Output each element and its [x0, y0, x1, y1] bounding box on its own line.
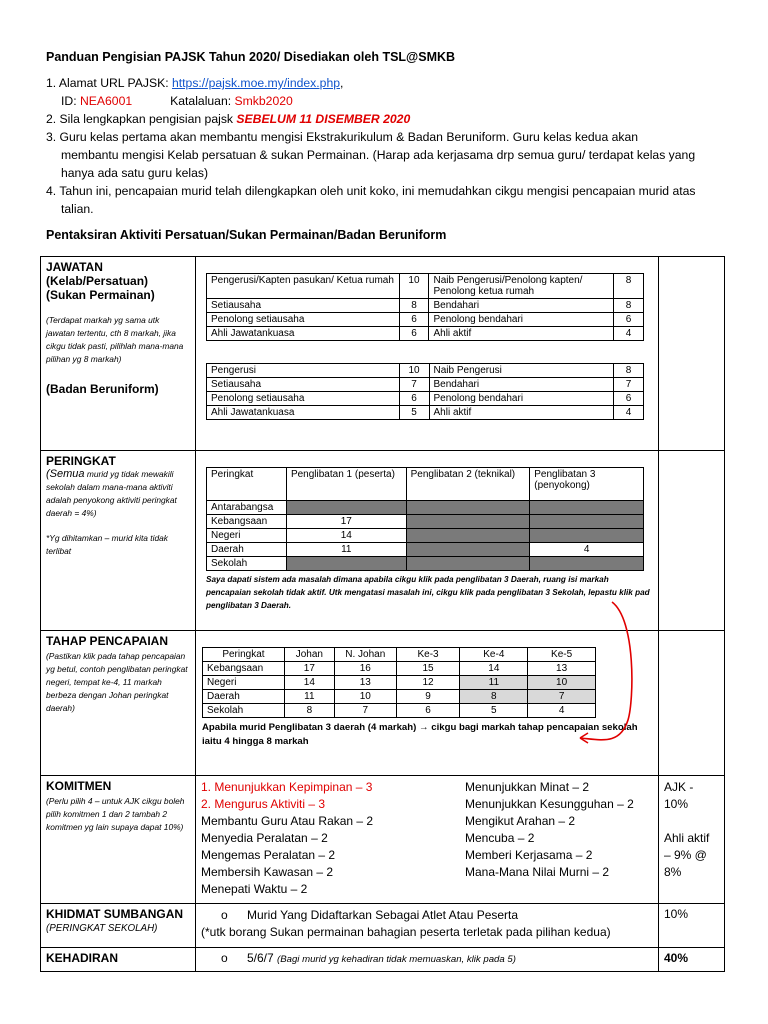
kehadiran-heading: KEHADIRAN — [46, 951, 118, 965]
table-cell: 8 — [460, 690, 528, 704]
table-row — [207, 274, 644, 299]
komitmen-note: (Perlu pilih 4 – untuk AJK cikgu boleh pilih komitmen 1 dan 2 tambah 2 komitmen yg lain supaya dapat 10%) — [46, 796, 185, 832]
komitmen-lists — [201, 779, 653, 898]
kehadiran-note: (Bagi murid yg kehadiran tidak memuaskan, klik pada 5) — [277, 954, 516, 965]
jawatan-content-cell — [196, 257, 659, 451]
table-cell: 10 — [334, 690, 396, 704]
table-cell: 13 — [528, 662, 596, 676]
document-title: Panduan Pengisian PAJSK Tahun 2020/ Disediakan oleh TSL@SMKB — [46, 50, 456, 64]
table-header-row — [207, 468, 644, 501]
table-header-cell: Ke-4 — [460, 648, 528, 662]
table-cell — [406, 515, 530, 529]
jawatan-pct-cell — [659, 257, 725, 451]
assessment-table — [40, 256, 725, 972]
table-row — [207, 543, 644, 557]
table-header-row — [203, 648, 596, 662]
table-cell: Antarabangsa — [207, 501, 287, 515]
intro-line-3a: 3. Guru kelas pertama akan membantu mengisi Ekstrakurikulum & Badan Beruniform. Guru kelas kedua akan — [46, 130, 639, 144]
table-cell: 14 — [286, 529, 406, 543]
section-title: Pentaksiran Aktiviti Persatuan/Sukan Permainan/Badan Beruniform — [46, 228, 447, 242]
jawatan-heading: JAWATAN — [46, 260, 103, 274]
table-row — [207, 557, 644, 571]
table-cell: 9 — [396, 690, 460, 704]
table-row — [207, 515, 644, 529]
url-label: 1. Alamat URL PAJSK: — [46, 76, 172, 90]
table-cell: Pengerusi — [207, 364, 400, 378]
intro-login-line — [46, 92, 758, 110]
table-cell: Setiausaha — [207, 378, 400, 392]
table-row — [203, 690, 596, 704]
kehadiran-value: 5/6/7 — [247, 951, 278, 965]
table-row — [207, 392, 644, 406]
table-cell — [406, 529, 530, 543]
table-row — [207, 299, 644, 313]
table-cell: 10 — [399, 274, 429, 299]
table-cell: Naib Pengerusi — [429, 364, 614, 378]
table-cell: Daerah — [207, 543, 287, 557]
table-row — [207, 406, 644, 420]
password-label: Katalaluan: — [170, 94, 235, 108]
row-khidmat — [41, 904, 725, 948]
table-cell: 16 — [334, 662, 396, 676]
intro-line-2 — [46, 110, 758, 128]
deadline-label: 2. Sila lengkapkan pengisian pajsk — [46, 112, 237, 126]
komitmen-label-cell — [41, 776, 196, 904]
tahap-remark-b: cikgu bagi markah tahap pencapaian sekolah iaitu 4 hingga 8 markah — [202, 722, 638, 747]
beruniform-jawatan-table — [206, 363, 644, 420]
table-header-cell: Johan — [284, 648, 334, 662]
table-row — [203, 676, 596, 690]
khidmat-line-1: Murid Yang Didaftarkan Sebagai Atlet Atau Peserta — [247, 908, 519, 922]
komitmen-item: Memberi Kerjasama – 2 — [465, 848, 593, 862]
bullet-icon: o — [221, 908, 228, 922]
table-cell: 10 — [399, 364, 429, 378]
peringkat-note-lead: (Semua — [46, 468, 85, 480]
jawatan-kelab-heading: (Kelab/Persatuan) — [46, 274, 149, 288]
komitmen-item: Membersih Kawasan – 2 — [201, 865, 334, 879]
deadline-value: SEBELUM 11 DISEMBER 2020 — [236, 112, 411, 126]
table-cell: 6 — [399, 313, 429, 327]
table-cell: 6 — [399, 392, 429, 406]
komitmen-item: Membantu Guru Atau Rakan – 2 — [201, 814, 374, 828]
table-header-cell: Ke-5 — [528, 648, 596, 662]
table-row — [207, 529, 644, 543]
table-cell: 4 — [614, 327, 644, 341]
peringkat-content-cell — [196, 451, 659, 631]
row-kehadiran — [41, 948, 725, 972]
table-cell: 11 — [460, 676, 528, 690]
table-header-cell: Ke-3 — [396, 648, 460, 662]
arrow-right-icon: → — [418, 722, 429, 733]
id-label: ID: — [61, 94, 80, 108]
table-header-cell: N. Johan — [334, 648, 396, 662]
table-cell: Pengerusi/Kapten pasukan/ Ketua rumah — [207, 274, 400, 299]
table-cell: 4 — [614, 406, 644, 420]
table-cell: 5 — [460, 704, 528, 718]
table-header-cell: Penglibatan 1 (peserta) — [286, 468, 406, 501]
table-cell: Ahli Jawatankuasa — [207, 406, 400, 420]
komitmen-list-left — [201, 779, 465, 898]
komitmen-item: 1. Menunjukkan Kepimpinan – 3 — [201, 780, 373, 794]
table-cell — [406, 557, 530, 571]
table-cell: 6 — [399, 327, 429, 341]
table-cell: 4 — [528, 704, 596, 718]
table-cell: Sekolah — [207, 557, 287, 571]
table-cell — [286, 557, 406, 571]
table-cell: 7 — [614, 378, 644, 392]
intro-line-3b: membantu mengisi Kelab persatuan & sukan Permainan. (Harap ada kerjasama drp semua guru/ terdapat kelas yang — [61, 148, 696, 162]
row-peringkat — [41, 451, 725, 631]
table-cell — [530, 501, 644, 515]
table-cell: 8 — [614, 364, 644, 378]
table-row — [207, 501, 644, 515]
table-cell: Ahli aktif — [429, 327, 614, 341]
komitmen-list-right — [465, 779, 634, 898]
table-cell: Ahli aktif — [429, 406, 614, 420]
table-cell: 7 — [399, 378, 429, 392]
intro-line-4a: 4. Tahun ini, pencapaian murid telah dilengkapkan oleh unit koko, ini memudahkan cikgu mengisi pencapaian murid atas — [46, 184, 696, 198]
table-cell: 11 — [286, 543, 406, 557]
table-cell: 6 — [614, 313, 644, 327]
table-cell: Sekolah — [203, 704, 285, 718]
komitmen-item: Menunjukkan Minat – 2 — [465, 780, 590, 794]
komitmen-heading: KOMITMEN — [46, 779, 112, 793]
url-suffix: , — [340, 76, 344, 90]
table-cell: 14 — [284, 676, 334, 690]
pajsk-url-link[interactable]: https://pajsk.moe.my/index.php — [172, 76, 341, 90]
row-jawatan — [41, 257, 725, 451]
table-cell: 6 — [614, 392, 644, 406]
table-cell — [530, 515, 644, 529]
table-cell: Penolong setiausaha — [207, 313, 400, 327]
komitmen-item: Menepati Waktu – 2 — [201, 882, 308, 896]
id-value: NEA6001 — [79, 94, 133, 108]
table-cell: Negeri — [207, 529, 287, 543]
table-cell: 6 — [396, 704, 460, 718]
table-row — [207, 378, 644, 392]
table-header-cell: Peringkat — [203, 648, 285, 662]
komitmen-item: Mana-Mana Nilai Murni – 2 — [465, 865, 610, 879]
peringkat-note-2: *Yg dihitamkan – murid kita tidak terlibat — [46, 533, 168, 556]
intro-line-4b: talian. — [61, 202, 94, 216]
jawatan-note: (Terdapat markah yg sama utk jawatan tertentu, cth 8 markah, jika cikgu tidak pasti, pilihlah mana-mana pilihan yg 8 markah) — [46, 315, 184, 364]
intro-instructions — [46, 74, 758, 218]
table-cell: Penolong bendahari — [429, 392, 614, 406]
tahap-note: (Pastikan klik pada tahap pencapaian yg betul, contoh penglibatan peringkat negeri, tempat ke-4, 11 markah berbeza dengan Johan peringkat daerah) — [46, 651, 188, 713]
table-cell: 14 — [460, 662, 528, 676]
table-cell: 7 — [334, 704, 396, 718]
table-row — [207, 327, 644, 341]
table-cell: 8 — [284, 704, 334, 718]
table-cell: 15 — [396, 662, 460, 676]
table-row — [207, 313, 644, 327]
tahap-content-cell — [196, 631, 659, 776]
tahap-remark — [202, 721, 652, 749]
table-cell: Daerah — [203, 690, 285, 704]
khidmat-pct-cell: 10% — [659, 904, 725, 948]
intro-line-3c: hanya ada satu guru kelas) — [61, 166, 209, 180]
table-header-cell: Peringkat — [207, 468, 287, 501]
khidmat-note: (PERINGKAT SEKOLAH) — [46, 923, 158, 934]
penglibatan-table — [206, 467, 644, 571]
komitmen-item: 2. Mengurus Aktiviti – 3 — [201, 797, 326, 811]
table-cell: 5 — [399, 406, 429, 420]
table-row — [203, 704, 596, 718]
tahap-label-cell — [41, 631, 196, 776]
komitmen-item: Menyedia Peralatan – 2 — [201, 831, 328, 845]
kehadiran-pct-cell: 40% — [659, 948, 725, 972]
table-cell — [530, 529, 644, 543]
peringkat-remark: Saya dapati sistem ada masalah dimana apabila cikgu klik pada penglibatan 3 Daerah, ruang isi markah pencapaian sekolah tidak aktif. Utk mengatasi masalah ini, cikgu klik pada penglibatan 3 Sekolah, lepastu klik pad penglibatan 3 Daerah. — [206, 575, 650, 610]
table-cell: Ahli Jawatankuasa — [207, 327, 400, 341]
table-cell: 7 — [528, 690, 596, 704]
peringkat-pct-cell — [659, 451, 725, 631]
table-row — [207, 364, 644, 378]
table-cell: Bendahari — [429, 378, 614, 392]
khidmat-content-cell — [196, 904, 659, 948]
table-cell: 4 — [530, 543, 644, 557]
table-cell: 17 — [286, 515, 406, 529]
table-cell — [406, 543, 530, 557]
table-cell: Penolong setiausaha — [207, 392, 400, 406]
table-cell: Kebangsaan — [203, 662, 285, 676]
tahap-heading: TAHAP PENCAPAIAN — [46, 634, 169, 648]
table-cell: 8 — [614, 274, 644, 299]
tahap-remark-a: Apabila murid Penglibatan 3 daerah (4 markah) — [202, 722, 419, 733]
table-header-cell: Penglibatan 2 (teknikal) — [406, 468, 530, 501]
komitmen-item: Mencuba – 2 — [465, 831, 535, 845]
peringkat-note: murid yg tidak mewakili sekolah dalam mana-mana aktiviti adalah penyokong aktiviti peringkat daerah = 4%) — [46, 469, 177, 518]
jawatan-label-cell — [41, 257, 196, 451]
table-cell: Kebangsaan — [207, 515, 287, 529]
intro-line-1 — [46, 74, 758, 92]
komitmen-item: Mengemas Peralatan – 2 — [201, 848, 336, 862]
table-cell — [286, 501, 406, 515]
table-header-cell: Penglibatan 3 (penyokong) — [530, 468, 644, 501]
table-cell: Setiausaha — [207, 299, 400, 313]
table-cell: 12 — [396, 676, 460, 690]
peringkat-heading: PERINGKAT — [46, 454, 116, 468]
kehadiran-label-cell — [41, 948, 196, 972]
jawatan-beruniform-heading: (Badan Beruniform) — [46, 382, 159, 396]
bullet-icon: o — [221, 951, 228, 965]
komitmen-pct-ajk: AJK - 10% — [664, 780, 694, 811]
khidmat-label-cell — [41, 904, 196, 948]
kehadiran-content-cell — [196, 948, 659, 972]
tahap-pct-cell — [659, 631, 725, 776]
table-cell — [530, 557, 644, 571]
jawatan-sukan-heading: (Sukan Permainan) — [46, 288, 155, 302]
komitmen-item: Mengikut Arahan – 2 — [465, 814, 576, 828]
table-cell: 11 — [284, 690, 334, 704]
table-cell: 8 — [614, 299, 644, 313]
password-value: Smkb2020 — [234, 94, 293, 108]
table-cell: Negeri — [203, 676, 285, 690]
komitmen-pct-ahli: Ahli aktif – 9% @ 8% — [664, 831, 710, 879]
tahap-table — [202, 647, 596, 718]
komitmen-item: Menunjukkan Kesungguhan – 2 — [465, 797, 634, 811]
table-cell: 13 — [334, 676, 396, 690]
kelab-jawatan-table — [206, 273, 644, 341]
row-tahap — [41, 631, 725, 776]
table-cell: Penolong bendahari — [429, 313, 614, 327]
peringkat-label-cell — [41, 451, 196, 631]
khidmat-line-2: (*utk borang Sukan permainan bahagian peserta terletak pada pilihan kedua) — [201, 925, 611, 939]
table-cell — [406, 501, 530, 515]
komitmen-content-cell — [196, 776, 659, 904]
table-cell: 10 — [528, 676, 596, 690]
table-cell: Bendahari — [429, 299, 614, 313]
table-cell: 8 — [399, 299, 429, 313]
khidmat-heading: KHIDMAT SUMBANGAN — [46, 907, 184, 921]
table-cell: Naib Pengerusi/Penolong kapten/ Penolong ketua rumah — [429, 274, 614, 299]
table-cell: 17 — [284, 662, 334, 676]
table-row — [203, 662, 596, 676]
row-komitmen — [41, 776, 725, 904]
komitmen-pct-cell — [659, 776, 725, 904]
